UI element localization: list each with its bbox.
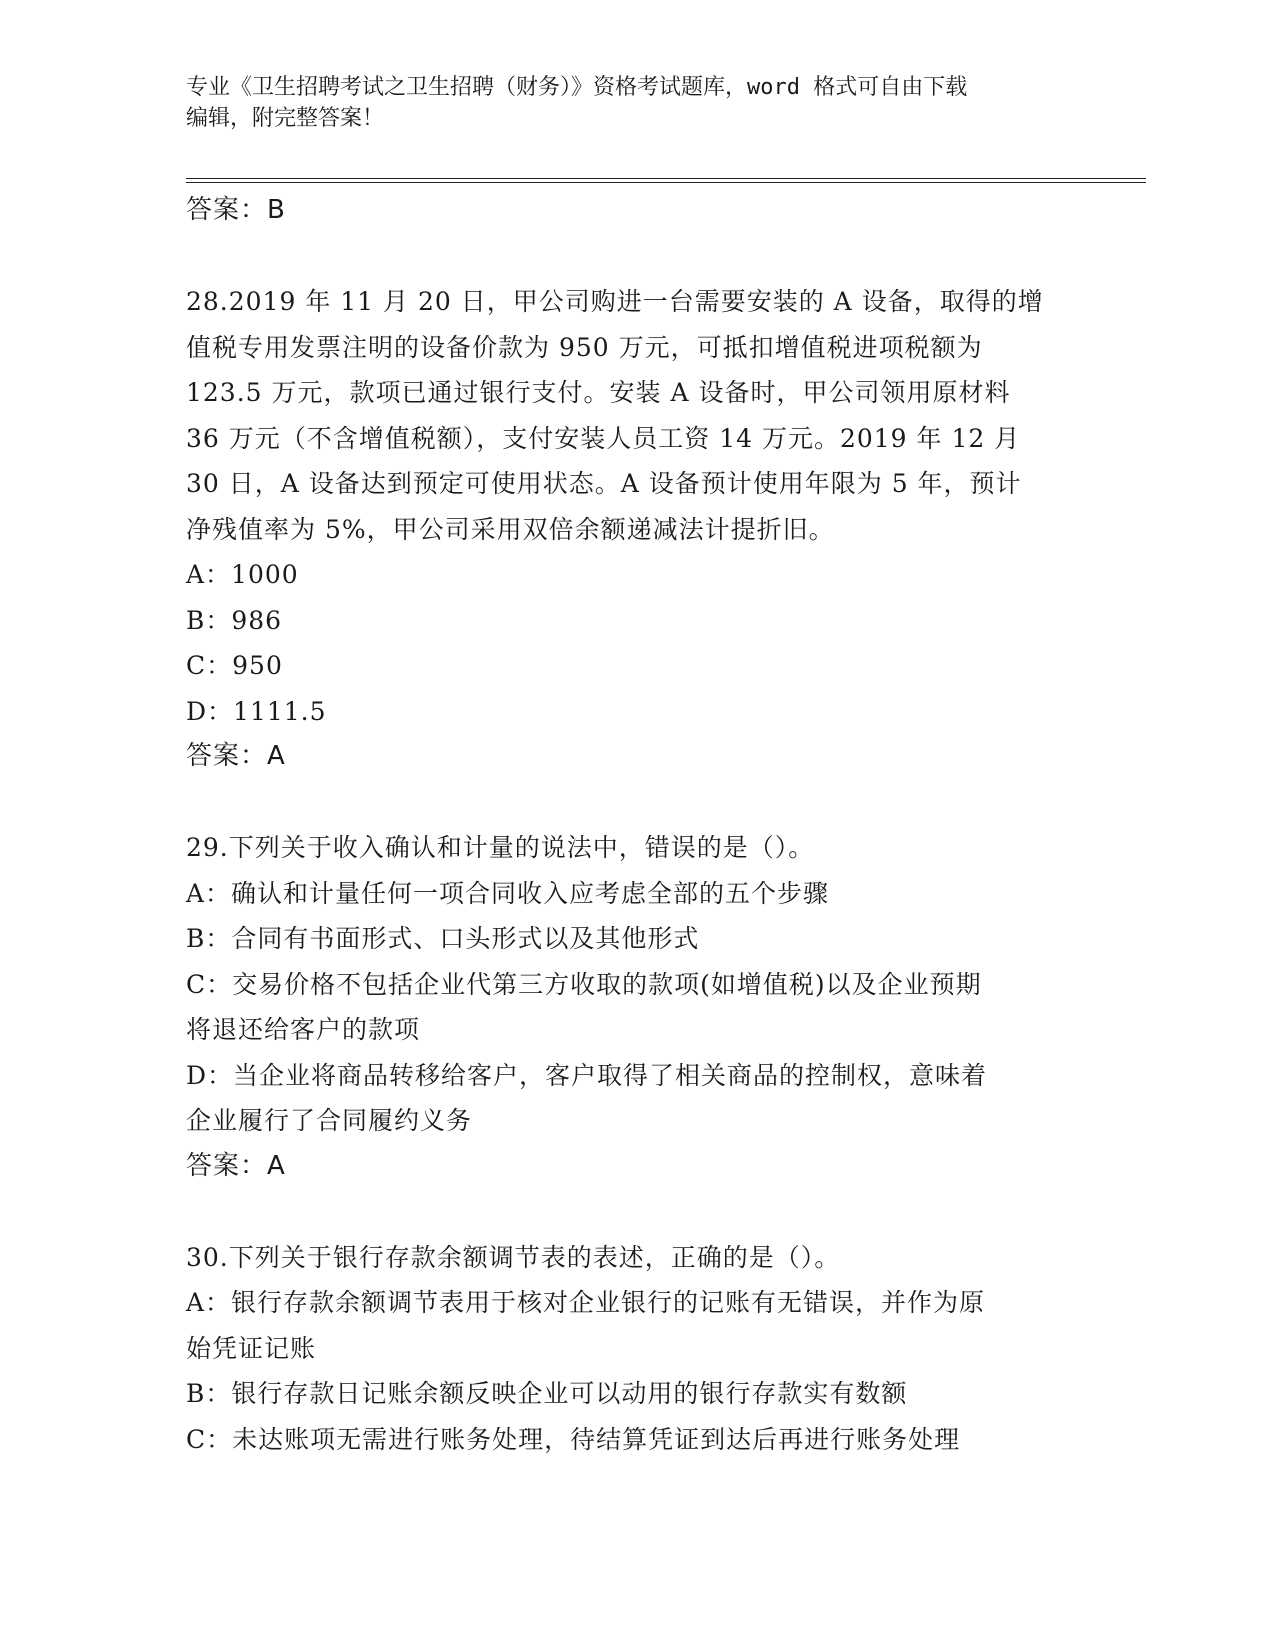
option-b: B：986 [186,605,283,635]
previous-answer: 答案：B [186,195,286,225]
question-30 [186,1235,1086,1463]
question-stem-line: 30.下列关于银行存款余额调节表的表述，正确的是（）。 [186,1242,841,1272]
question-stem-line: 36 万元（不含增值税额），支付安装人员工资 14 万元。2019 年 12 月 [186,423,1021,453]
header-line-2: 编辑，附完整答案！ [186,106,385,131]
question-stem-line: 净残值率为 5%，甲公司采用双倍余额递减法计提折旧。 [186,514,835,544]
page-header [186,72,1086,134]
option-c-continued: 将退还给客户的款项 [186,1015,421,1044]
question-stem-line: 值税专用发票注明的设备价款为 950 万元，可抵扣增值税进项税额为 [186,332,983,362]
question-stem-line: 123.5 万元，款项已通过银行支付。安装 A 设备时，甲公司领用原材料 [186,378,1011,407]
header-line-1: 专业《卫生招聘考试之卫生招聘（财务）》资格考试题库，word 格式可自由下载 [186,75,968,100]
question-28 [186,279,1086,780]
option-a: A：银行存款余额调节表用于核对企业银行的记账有无错误，并作为原 [186,1288,986,1317]
option-a-continued: 始凭证记账 [186,1333,317,1363]
spacer [186,1189,1086,1235]
option-c: C：交易价格不包括企业代第三方收取的款项(如增值税)以及企业预期 [186,969,982,999]
question-list [186,188,1086,1462]
spacer [186,234,1086,280]
question-stem-line: 29.下列关于收入确认和计量的说法中，错误的是（）。 [186,833,815,862]
question-29 [186,825,1086,1189]
option-d: D：1111.5 [186,696,327,726]
option-a: A：1000 [186,560,299,589]
answer: 答案：A [186,741,286,771]
header-rule-top [186,178,1146,179]
answer: 答案：A [186,1150,286,1181]
option-b: B：银行存款日记账余额反映企业可以动用的银行存款实有数额 [186,1379,908,1408]
question-stem-line: 28.2019 年 11 月 20 日，甲公司购进一台需要安装的 A 设备，取得的增 [186,287,1044,316]
option-c: C：950 [186,651,283,680]
option-b: B：合同有书面形式、口头形式以及其他形式 [186,924,700,953]
spacer [186,780,1086,826]
header-rule-bottom [186,182,1146,183]
option-d: D：当企业将商品转移给客户，客户取得了相关商品的控制权，意味着 [186,1060,988,1090]
option-c: C：未达账项无需进行账务处理，待结算凭证到达后再进行账务处理 [186,1424,961,1454]
question-stem-line: 30 日，A 设备达到预定可使用状态。A 设备预计使用年限为 5 年，预计 [186,469,1022,498]
option-a: A：确认和计量任何一项合同收入应考虑全部的五个步骤 [186,878,830,908]
option-d-continued: 企业履行了合同履约义务 [186,1106,473,1135]
